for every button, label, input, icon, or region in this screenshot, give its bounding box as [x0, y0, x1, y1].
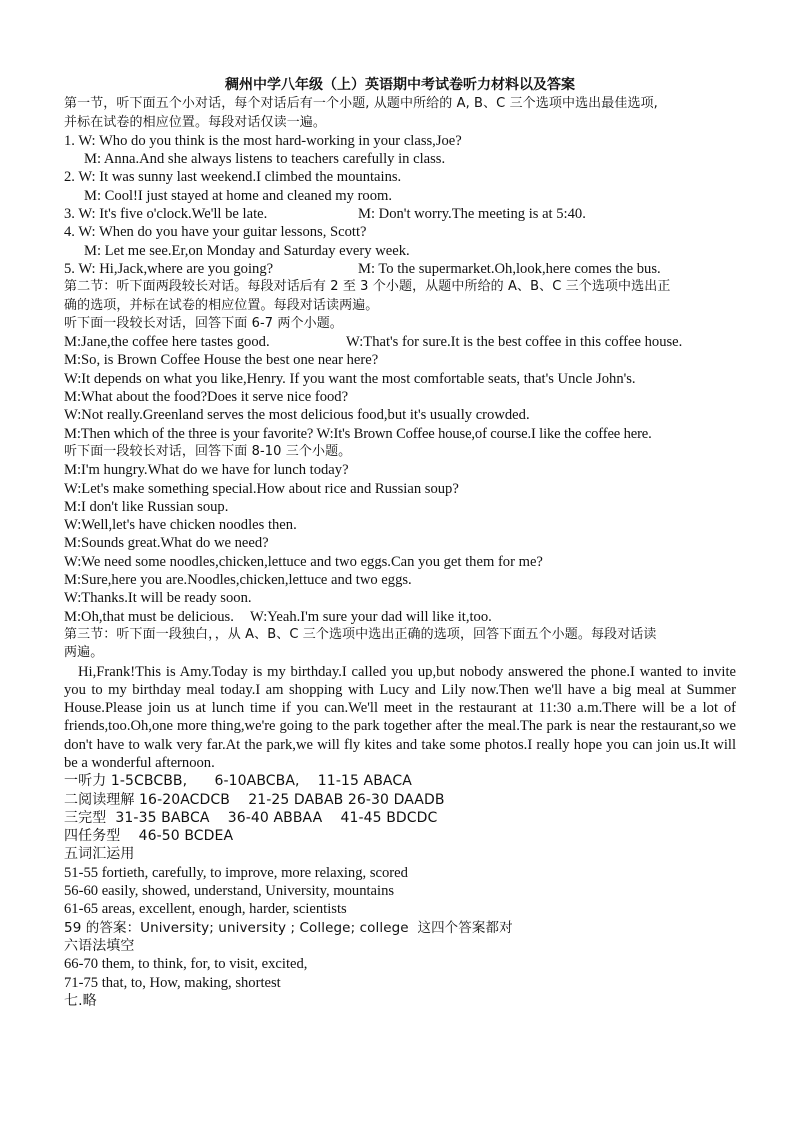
dialogue1-line1 — [64, 333, 736, 351]
answers-vocab-note: 59 的答案：University; university ; College; college 这四个答案都对 — [64, 919, 513, 936]
dialogue2-intro: 听下面一段较长对话，回答下面 8-10 三个小题。 — [64, 443, 352, 459]
dialogue2-line7: M:Sure,here you are.Noodles,chicken,lettuce and two eggs. — [64, 572, 412, 589]
answers-task: 四任务型 46-50 BCDEA — [64, 828, 234, 845]
answers-grammar-title: 六语法填空 — [64, 937, 135, 954]
dialogue2-line4: W:Well,let's have chicken noodles then. — [64, 517, 297, 534]
answers-grammar-71-75: 71-75 that, to, How, making, shortest — [64, 974, 281, 991]
dialogue1-line5: W:Not really.Greenland serves the most delicious food,but it's usually crowded. — [64, 407, 530, 424]
answers-vocab-51-55: 51-55 fortieth, carefully, to improve, more relaxing, scored — [64, 864, 408, 881]
q2-man-line: M: Cool!I just stayed at home and cleaned my room. — [84, 187, 393, 204]
dialogue1-line3: W:It depends on what you like,Henry. If you want the most comfortable seats, that's Uncle John's. — [64, 370, 636, 387]
q5-line — [64, 260, 736, 278]
q5-woman-text: 5. W: Hi,Jack,where are you going? — [64, 260, 274, 277]
dialogue1-intro: 听下面一段较长对话，回答下面 6-7 两个小题。 — [64, 315, 343, 331]
q4-woman-line: 4. W: When do you have your guitar lessons, Scott? — [64, 224, 367, 241]
dialogue1-line2: M:So, is Brown Coffee House the best one near here? — [64, 352, 379, 369]
answers-cloze: 三完型 31-35 BABCA 36-40 ABBAA 41-45 BDCDC — [64, 809, 438, 826]
answers-vocab-title: 五词汇运用 — [64, 846, 135, 863]
q5-man-text: M: To the supermarket.Oh,look,here comes the bus. — [358, 260, 661, 277]
q3-man-text: M: Don't worry.The meeting is at 5:40. — [358, 206, 586, 223]
section3-instructions-cont: 两遍。 — [64, 645, 104, 661]
dialogue2-line6: W:We need some noodles,chicken,lettuce and two eggs.Can you get them for me? — [64, 553, 543, 570]
section2-instructions-cont: 确的选项，并标在试卷的相应位置。每段对话读两遍。 — [64, 297, 379, 313]
dialogue2-line1: M:I'm hungry.What do we have for lunch today? — [64, 462, 349, 479]
dialogue1-line4: M:What about the food?Does it serve nice food? — [64, 389, 349, 406]
dialogue2-line9-woman: W:Yeah.I'm sure your dad will like it,too. — [250, 608, 492, 625]
section3-instructions: 第三节：听下面一段独白，，从 A、B、C 三个选项中选出正确的选项，回答下面五个小题。每段对话读 — [64, 626, 657, 642]
answers-vocab-61-65: 61-65 areas, excellent, enough, harder, scientists — [64, 901, 347, 918]
q3-line — [64, 205, 736, 223]
dialogue1-line1-woman: W:That's for sure.It is the best coffee in this coffee house. — [346, 334, 683, 351]
section1-instructions-cont: 并标在试卷的相应位置。每段对话仅读一遍。 — [64, 114, 327, 130]
q1-man-line: M: Anna.And she always listens to teachers carefully in class. — [84, 151, 446, 168]
q1-woman-line: 1. W: Who do you think is the most hard-working in your class,Joe? — [64, 132, 462, 149]
dialogue2-line3: M:I don't like Russian soup. — [64, 498, 229, 515]
section2-instructions: 第二节：听下面两段较长对话。每段对话后有 2 至 3 个小题，从题中所给的 A、B、C 三个选项中选出正 — [64, 279, 671, 295]
answers-listening: 一听力 1-5CBCBB, 6-10ABCBA, 11-15 ABACA — [64, 773, 412, 790]
dialogue2-line5: M:Sounds great.What do we need? — [64, 535, 269, 552]
q3-woman-text: 3. W: It's five o'clock.We'll be late. — [64, 206, 268, 223]
document-title: 稠州中学八年级（上）英语期中考试卷听力材料以及答案 — [225, 77, 575, 93]
monologue-paragraph: Hi,Frank!This is Amy.Today is my birthday.I called you up,but nobody answered the phone.I wanted to invite you to my birthday meal today.I am shopping with Lucy and Lily now.Then we'll have a big meal at Summer House.Please join us at lunch time if you can.We'll meet in the restaurant at 11:30 a.m.There will be a lot of friends,too.Oh,one more thing,we're going to the park together after the meal.The park is near the restaurant,so we don't have to walk very far.At the park,we will fly kites and take some photos.I really hope you can join us.It will be a wonderful afternoon. — [64, 663, 736, 771]
answers-reading: 二阅读理解 16-20ACDCB 21-25 DABAB 26-30 DAADB — [64, 791, 445, 808]
dialogue1-line1-man: M:Jane,the coffee here tastes good. — [64, 334, 270, 351]
dialogue2-line8: W:Thanks.It will be ready soon. — [64, 590, 252, 607]
dialogue2-line9 — [64, 608, 736, 626]
answers-writing: 七.略 — [64, 992, 97, 1009]
q4-man-line: M: Let me see.Er,on Monday and Saturday every week. — [84, 242, 410, 259]
answers-vocab-56-60: 56-60 easily, showed, understand, University, mountains — [64, 883, 395, 900]
answers-grammar-66-70: 66-70 them, to think, for, to visit, excited, — [64, 956, 308, 973]
dialogue2-line2: W:Let's make something special.How about rice and Russian soup? — [64, 480, 459, 497]
q2-woman-line: 2. W: It was sunny last weekend.I climbed the mountains. — [64, 169, 402, 186]
dialogue2-line9-man: M:Oh,that must be delicious. — [64, 608, 234, 625]
dialogue1-line6: M:Then which of the three is your favorite? W:It's Brown Coffee house,of course.I like the coffee here. — [64, 425, 652, 442]
section1-instructions: 第一节，听下面五个小对话，每个对话后有一个小题, 从题中所给的 A, B、C 三个选项中选出最佳选项, — [64, 96, 658, 112]
answer-sheet-page — [64, 76, 736, 1010]
